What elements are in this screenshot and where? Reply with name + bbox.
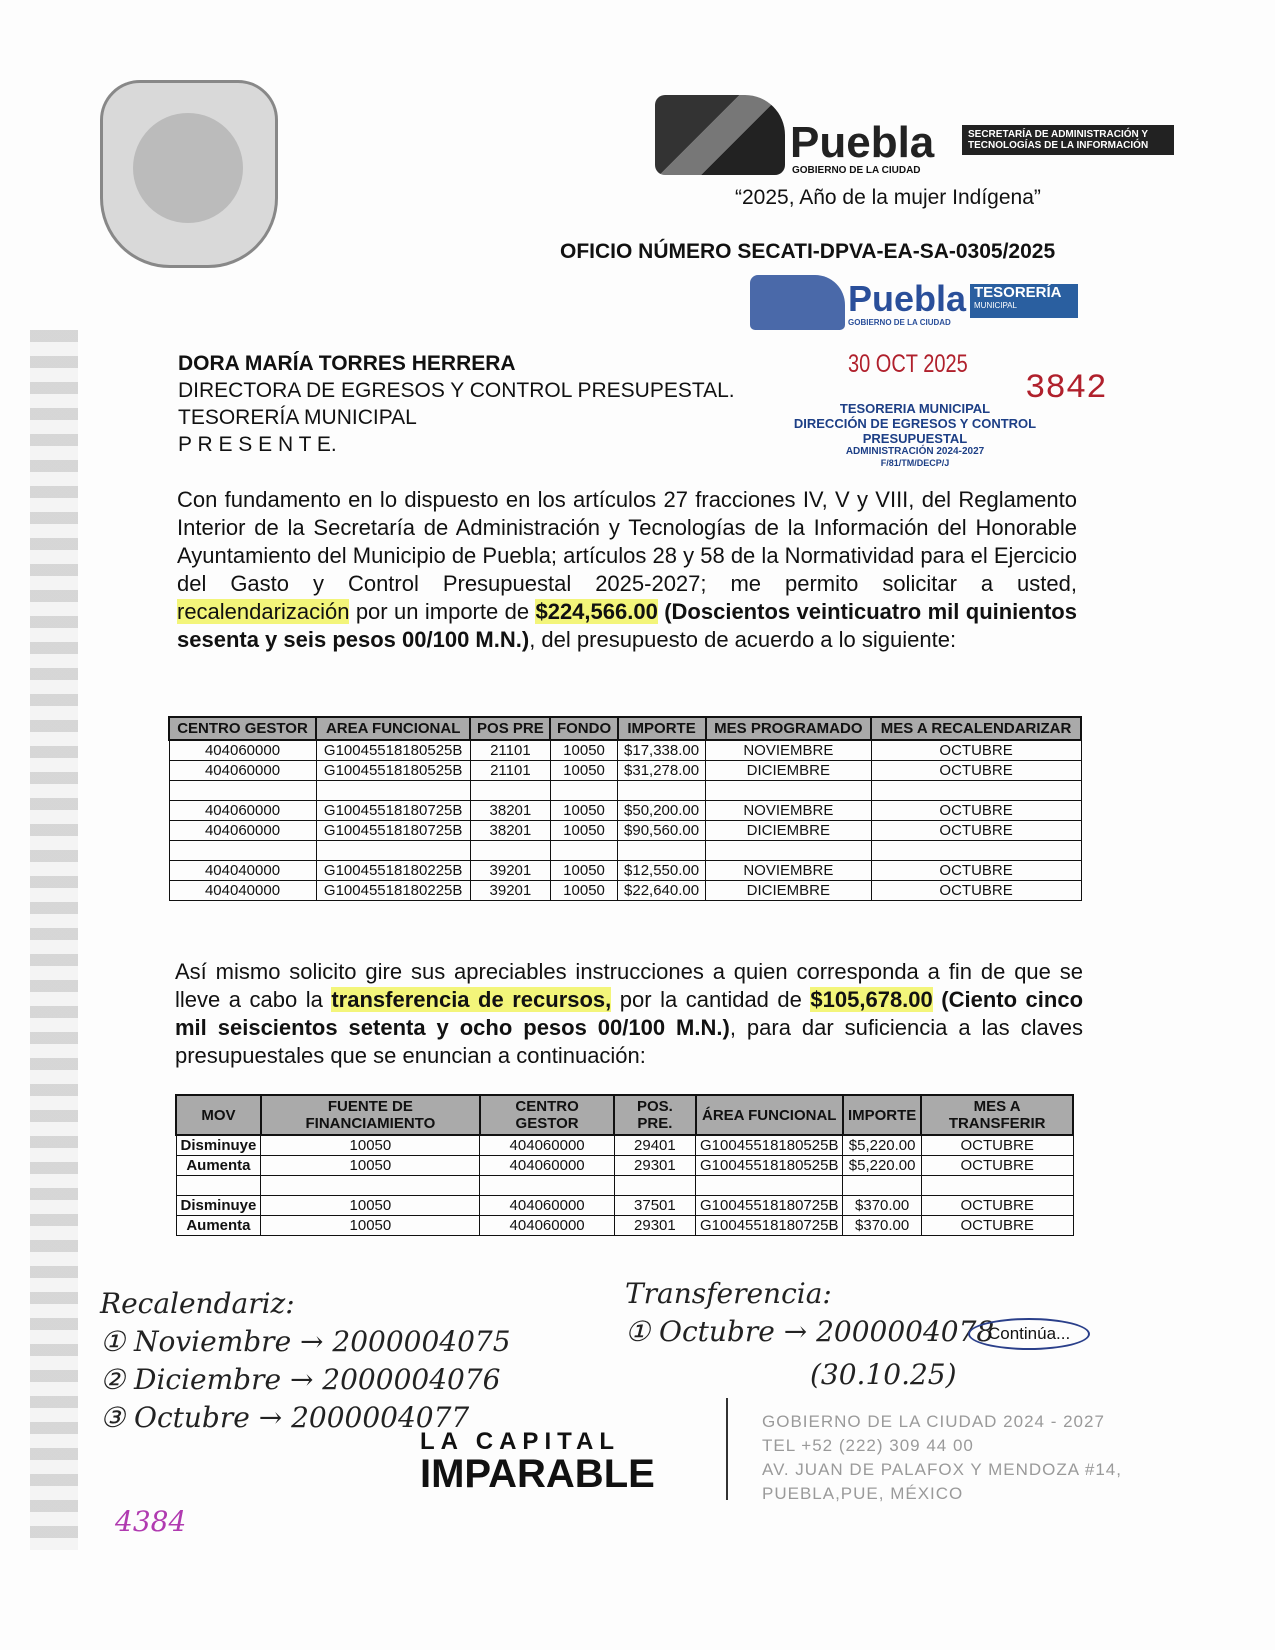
table-cell [316, 841, 470, 861]
text: Con fundamento en lo dispuesto en los artículos 27 fracciones IV, V y VIII, del Reglamento Interior de la Secretaría de Administración y Tecnologías de la Información del Honorable Ayuntamiento del Municipio de Puebla; artículos 28 y 58 de la Normatividad para el Ejercicio del Gasto y Control Presupuestal 2025-2027; me permito solicitar a usted, [177, 487, 1077, 596]
table-cell: 37501 [614, 1196, 695, 1216]
table-cell [871, 781, 1081, 801]
stamp-line: ADMINISTRACIÓN 2024-2027 [845, 446, 985, 457]
table-cell: 10050 [261, 1135, 480, 1156]
table-cell: G10045518180525B [696, 1156, 843, 1176]
table-cell: $17,338.00 [618, 740, 706, 761]
table-cell: $370.00 [843, 1216, 921, 1236]
table-cell: 404060000 [169, 821, 316, 841]
table-cell: 39201 [470, 881, 550, 901]
table-cell: 21101 [470, 740, 550, 761]
column-header: CENTRO GESTOR [169, 717, 316, 740]
recipient-name: DORA MARÍA TORRES HERRERA [178, 352, 516, 375]
stamp-brand-sub: GOBIERNO DE LA CIUDAD [848, 318, 951, 327]
table-cell: 10050 [261, 1216, 480, 1236]
stamp-date: 30 OCT 2025 [848, 350, 968, 378]
recipient-block [178, 350, 735, 458]
table-cell: 38201 [470, 801, 550, 821]
table-cell: OCTUBRE [871, 761, 1081, 781]
logo-subtitle: GOBIERNO DE LA CIUDAD [792, 165, 921, 176]
hand-line: ① Noviembre → 2000004075 [100, 1325, 511, 1358]
table-cell [618, 781, 706, 801]
text: Así mismo solicito gire sus apreciables instrucciones a quien corresponda a fin de que se lleve a cabo la [175, 959, 1083, 1012]
table-cell [169, 781, 316, 801]
slogan-line2: IMPARABLE [420, 1452, 655, 1496]
logo-brand: Puebla [790, 118, 935, 167]
table-cell: Aumenta [176, 1216, 261, 1236]
stamp-logo-icon [750, 275, 845, 330]
column-header: MES A TRANSFERIR [921, 1095, 1073, 1135]
table-cell [550, 781, 617, 801]
table-cell: NOVIEMBRE [706, 861, 872, 881]
table-cell [176, 1176, 261, 1196]
recipient-position: DIRECTORA DE EGRESOS Y CONTROL PRESUPESTAL. [178, 379, 735, 402]
table-cell: G10045518180225B [316, 861, 470, 881]
table-cell [470, 781, 550, 801]
footer-line: PUEBLA,PUE, MÉXICO [762, 1484, 964, 1503]
table-cell [696, 1176, 843, 1196]
hand-line: ① Octubre → 2000004078 [625, 1315, 995, 1348]
table-cell: 404060000 [480, 1156, 614, 1176]
column-header: POS. PRE. [614, 1095, 695, 1135]
year-motto: “2025, Año de la mujer Indígena” [735, 186, 1041, 209]
table-cell: G10045518180225B [316, 881, 470, 901]
table-cell: DICIEMBRE [706, 821, 872, 841]
table-row [169, 841, 1081, 861]
table-cell: $5,220.00 [843, 1135, 921, 1156]
stamp-text [770, 401, 1060, 469]
table-row [169, 740, 1081, 761]
table-cell: 10050 [550, 801, 617, 821]
table-row [176, 1156, 1073, 1176]
column-header: AREA FUNCIONAL [316, 717, 470, 740]
secretaria-tag: SECRETARÍA DE ADMINISTRACIÓN Y TECNOLOGÍAS DE LA INFORMACIÓN [962, 125, 1174, 155]
text: , del presupuesto de acuerdo a lo siguiente: [529, 627, 957, 652]
table-cell: 29301 [614, 1216, 695, 1236]
amount-words: (Doscientos veinticuatro mil quinientos sesenta y seis pesos 00/100 M.N.) [177, 599, 1077, 652]
table-cell: 10050 [550, 740, 617, 761]
table-cell: Disminuye [176, 1135, 261, 1156]
table-row [169, 881, 1081, 901]
table-cell: G10045518180725B [316, 821, 470, 841]
text: por un importe de [349, 599, 536, 624]
table-row [176, 1176, 1073, 1196]
table-cell: OCTUBRE [921, 1196, 1073, 1216]
table-cell [470, 841, 550, 861]
table-cell: $31,278.00 [618, 761, 706, 781]
table-cell: G10045518180725B [316, 801, 470, 821]
table-cell [706, 781, 872, 801]
table-cell [618, 841, 706, 861]
table-row [169, 761, 1081, 781]
table-cell: OCTUBRE [871, 740, 1081, 761]
text: , para dar suficiencia a las claves presupuestales que se enuncian a continuación: [175, 1015, 1083, 1068]
amount-words: (Ciento cinco mil seiscientos setenta y ocho pesos 00/100 M.N.) [175, 987, 1084, 1040]
table-cell: 29301 [614, 1156, 695, 1176]
table-cell: 404040000 [169, 881, 316, 901]
stamp-tag-label: TESORERÍA [974, 284, 1062, 301]
column-header: POS PRE [470, 717, 550, 740]
stamp-brand: Puebla [848, 278, 967, 319]
hand-line: Recalendariz: [100, 1287, 295, 1320]
stamp-tag-sub: MUNICIPAL [974, 301, 1017, 310]
footer-line: TEL +52 (222) 309 44 00 [762, 1436, 974, 1455]
table-cell [706, 841, 872, 861]
amount: $224,566.00 [535, 599, 658, 624]
table-cell: 404060000 [169, 761, 316, 781]
column-header: MOV [176, 1095, 261, 1135]
table-cell: OCTUBRE [871, 821, 1081, 841]
table-row [169, 801, 1081, 821]
table-cell [261, 1176, 480, 1196]
footer-line: AV. JUAN DE PALAFOX Y MENDOZA #14, [762, 1460, 1122, 1479]
stamp-tag [970, 284, 1078, 318]
highlight: recalendarización [177, 599, 350, 624]
table-cell: 21101 [470, 761, 550, 781]
paragraph-transferencia [175, 958, 1083, 1070]
table-cell: 10050 [550, 861, 617, 881]
table-cell [921, 1176, 1073, 1196]
footer-contact [762, 1410, 1122, 1506]
table-row [169, 821, 1081, 841]
table-cell [843, 1176, 921, 1196]
table-cell: 39201 [470, 861, 550, 881]
transfer-table [175, 1094, 1074, 1236]
handwritten-transfer-notes [625, 1275, 994, 1351]
table-row [169, 861, 1081, 881]
column-header: MES PROGRAMADO [706, 717, 872, 740]
table-cell [480, 1176, 614, 1196]
decorative-border [30, 330, 78, 1550]
table-cell: $50,200.00 [618, 801, 706, 821]
table-cell: $5,220.00 [843, 1156, 921, 1176]
table-row [176, 1216, 1073, 1236]
table-cell: G10045518180525B [316, 761, 470, 781]
column-header: CENTRO GESTOR [480, 1095, 614, 1135]
table-cell: 10050 [261, 1156, 480, 1176]
table-cell: OCTUBRE [871, 861, 1081, 881]
table-header-row [176, 1095, 1073, 1135]
recipient-office: TESORERÍA MUNICIPAL [178, 406, 417, 429]
table-cell: NOVIEMBRE [706, 801, 872, 821]
footer-divider [726, 1398, 728, 1500]
table-cell: 404060000 [480, 1196, 614, 1216]
table-cell [871, 841, 1081, 861]
highlight: transferencia de recursos, [331, 987, 612, 1012]
table-cell [169, 841, 316, 861]
continua-note: Continúa... [968, 1318, 1090, 1350]
table-row [176, 1196, 1073, 1216]
table-cell: NOVIEMBRE [706, 740, 872, 761]
table-cell: 10050 [550, 881, 617, 901]
handwritten-recal-notes [100, 1285, 511, 1437]
table-cell: 404060000 [480, 1216, 614, 1236]
table-cell: G10045518180725B [696, 1216, 843, 1236]
oficio-number: OFICIO NÚMERO SECATI-DPVA-EA-SA-0305/2025 [560, 240, 1056, 263]
table-cell: $22,640.00 [618, 881, 706, 901]
table-cell: 29401 [614, 1135, 695, 1156]
table-cell: OCTUBRE [921, 1135, 1073, 1156]
recalendarization-table [168, 716, 1082, 901]
hand-line: ② Diciembre → 2000004076 [100, 1363, 501, 1396]
handwritten-date: (30.10.25) [810, 1358, 957, 1391]
table-cell: OCTUBRE [921, 1216, 1073, 1236]
stamp-line: DIRECCIÓN DE EGRESOS Y CONTROL [793, 416, 1037, 431]
table-cell [550, 841, 617, 861]
table-cell: G10045518180725B [696, 1196, 843, 1216]
table-cell: OCTUBRE [921, 1156, 1073, 1176]
stamp-line: TESORERIA MUNICIPAL [839, 401, 991, 416]
column-header: IMPORTE [618, 717, 706, 740]
table-cell: 404060000 [169, 801, 316, 821]
table-cell: 404060000 [169, 740, 316, 761]
table-row [169, 781, 1081, 801]
column-header: FONDO [550, 717, 617, 740]
column-header: IMPORTE [843, 1095, 921, 1135]
puebla-logo-icon [655, 95, 785, 175]
column-header: FUENTE DE FINANCIAMIENTO [261, 1095, 480, 1135]
column-header: MES A RECALENDARIZAR [871, 717, 1081, 740]
stamp-folio: 3842 [1025, 370, 1107, 408]
table-cell: $370.00 [843, 1196, 921, 1216]
table-cell: 10050 [550, 761, 617, 781]
table-row [176, 1135, 1073, 1156]
table-cell [316, 781, 470, 801]
slogan-line1: LA CAPITAL [420, 1428, 620, 1455]
hand-line: ③ Octubre → 2000004077 [100, 1401, 470, 1434]
table-cell: DICIEMBRE [706, 761, 872, 781]
table-cell [614, 1176, 695, 1196]
table-cell: DICIEMBRE [706, 881, 872, 901]
table-cell: 404040000 [169, 861, 316, 881]
table-cell: G10045518180525B [316, 740, 470, 761]
handwritten-number: 4384 [115, 1505, 187, 1538]
column-header: ÁREA FUNCIONAL [696, 1095, 843, 1135]
stamp-line: F/81/TM/DECP/J [880, 458, 950, 468]
table-header-row [169, 717, 1081, 740]
table-cell: Disminuye [176, 1196, 261, 1216]
table-cell: 38201 [470, 821, 550, 841]
table-cell: 10050 [261, 1196, 480, 1216]
amount: $105,678.00 [810, 987, 933, 1012]
footer-line: GOBIERNO DE LA CIUDAD 2024 - 2027 [762, 1412, 1105, 1431]
table-cell: OCTUBRE [871, 801, 1081, 821]
table-cell: 10050 [550, 821, 617, 841]
stamp-line: PRESUPUESTAL [862, 431, 968, 446]
table-cell: 404060000 [480, 1135, 614, 1156]
table-cell: Aumenta [176, 1156, 261, 1176]
table-cell: $12,550.00 [618, 861, 706, 881]
text: por la cantidad de [611, 987, 811, 1012]
table-cell: OCTUBRE [871, 881, 1081, 901]
city-seal [100, 80, 278, 268]
table-cell: $90,560.00 [618, 821, 706, 841]
paragraph-recalendarizacion [177, 486, 1077, 654]
recipient-presente: P R E S E N T E. [178, 433, 337, 456]
hand-line: Transferencia: [625, 1277, 832, 1310]
table-cell: G10045518180525B [696, 1135, 843, 1156]
